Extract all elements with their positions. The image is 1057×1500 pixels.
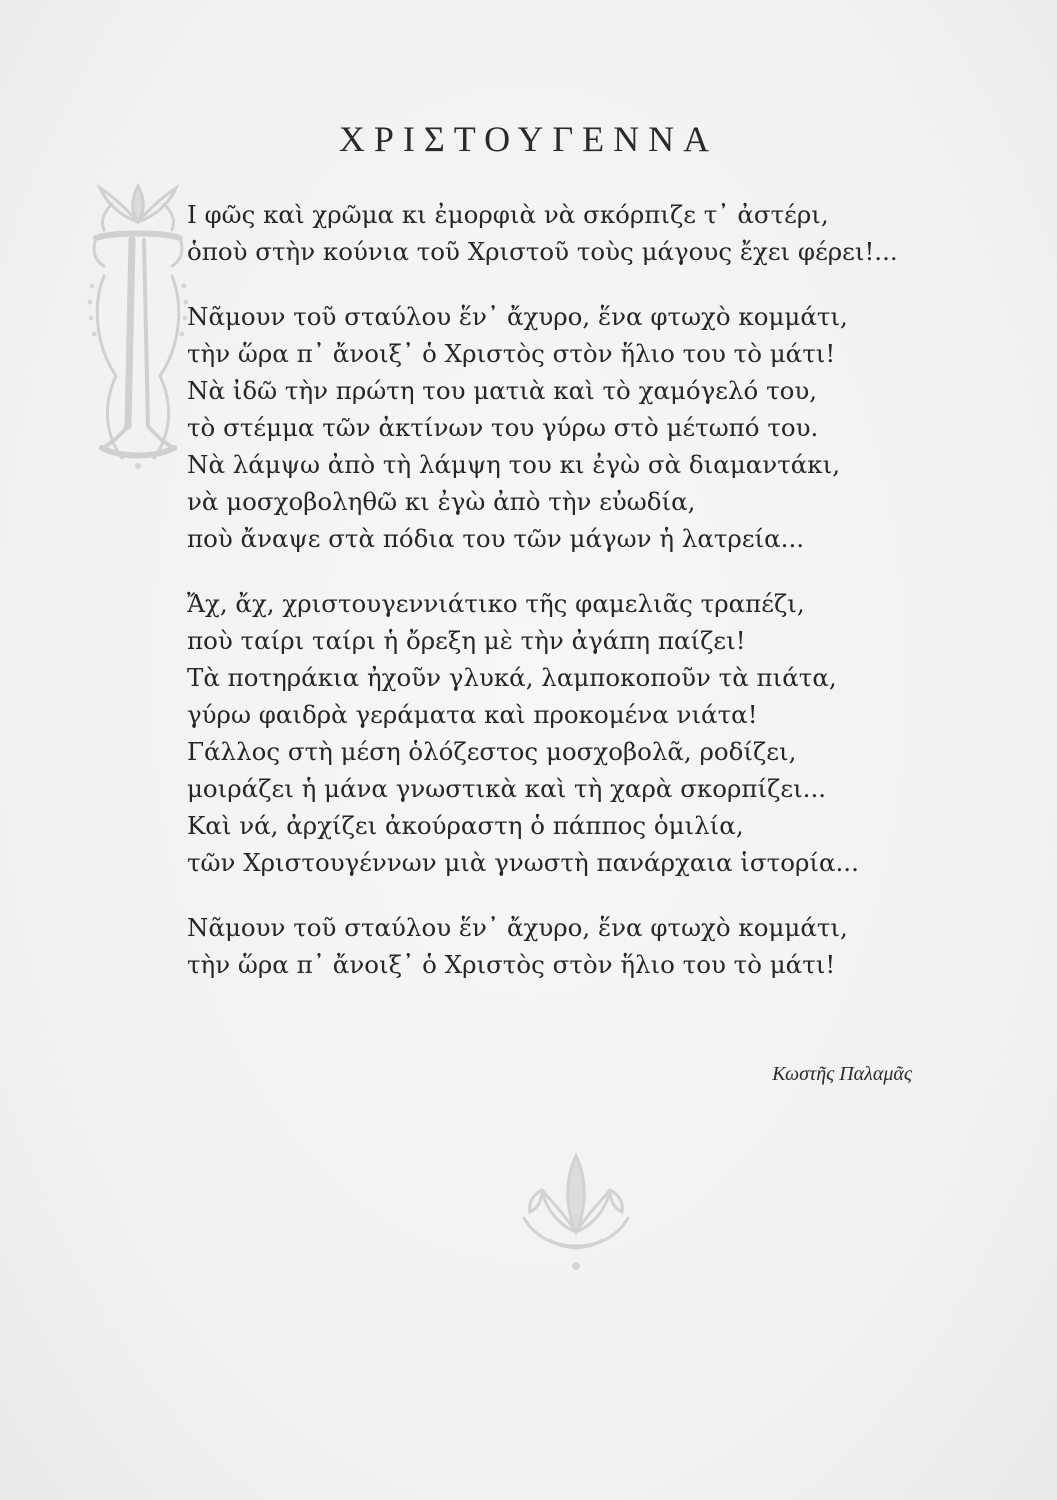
- poem-line: ὁποὺ στὴν κούνια τοῦ Χριστοῦ τοὺς μάγους ἔχει φέρει!...: [187, 237, 898, 266]
- poem-line: μοιράζει ἡ μάνα γνωστικὰ καὶ τὴ χαρὰ σκορπίζει...: [187, 774, 827, 803]
- poem-line: ποὺ ἄναψε στὰ πόδια του τῶν μάγων ἡ λατρεία...: [187, 524, 805, 553]
- poem-line: Νὰ ἰδῶ τὴν πρώτη του ματιὰ καὶ τὸ χαμόγελό του,: [187, 376, 818, 405]
- poem-line: τῶν Χριστουγέννων μιὰ γνωστὴ πανάρχαια ἱστορία...: [187, 848, 859, 877]
- poem-line: Καὶ νά, ἀρχίζει ἀκούραστη ὁ πάππος ὁμιλία,: [187, 811, 744, 840]
- author-signature: Κωστῆς Παλαμᾶς: [772, 1063, 912, 1085]
- poem-line: τὸ στέμμα τῶν ἀκτίνων του γύρω στὸ μέτωπό του.: [187, 413, 819, 442]
- poem-line: Τὰ ποτηράκια ἠχοῦν γλυκά, λαμποκοποῦν τὰ πιάτα,: [187, 663, 837, 692]
- poem-line: νὰ μοσχοβοληθῶ κι ἐγὼ ἀπὸ τὴν εὐωδία,: [187, 487, 696, 516]
- poem-line: τὴν ὥρα π᾽ ἄνοιξ᾽ ὁ Χριστὸς στὸν ἥλιο του τὸ μάτι!: [187, 950, 836, 979]
- poem-line: Γάλλος στὴ μέση ὁλόζεστος μοσχοβολᾶ, ροδίζει,: [187, 737, 797, 766]
- poem-line: γύρω φαιδρὰ γεράματα καὶ προκομένα νιάτα!: [187, 700, 758, 729]
- poem-line: Νᾶμουν τοῦ σταύλου ἕν᾽ ἄχυρο, ἕνα φτωχὸ κομμάτι,: [187, 302, 848, 331]
- stanza-3: [187, 585, 1007, 881]
- poem-body: [187, 196, 1007, 983]
- poem-line: Νᾶμουν τοῦ σταύλου ἕν᾽ ἄχυρο, ἕνα φτωχὸ κομμάτι,: [187, 913, 848, 942]
- poem-line: Νὰ λάμψω ἀπὸ τὴ λάμψη του κι ἐγὼ σὰ διαμαντάκι,: [187, 450, 840, 479]
- poem-title: ΧΡΙΣΤΟΥΓΕΝΝΑ: [338, 119, 719, 159]
- poem-line: Ι φῶς καὶ χρῶμα κι ἐμορφιὰ νὰ σκόρπιζε τ᾽ ἀστέρι,: [187, 200, 829, 229]
- poem-line: ποὺ ταίρι ταίρι ἡ ὄρεξη μὲ τὴν ἀγάπη παίζει!: [187, 626, 746, 655]
- decorative-initial-ornament: [82, 176, 194, 476]
- stanza-4: [187, 909, 1007, 983]
- stanza-2: [187, 298, 1007, 557]
- poem-line: Ἄχ, ἄχ, χριστουγεννιάτικο τῆς φαμελιᾶς τραπέζι,: [187, 589, 805, 618]
- stanza-1: [187, 196, 1007, 270]
- poem-line: τὴν ὥρα π᾽ ἄνοιξ᾽ ὁ Χριστὸς στὸν ἥλιο του τὸ μάτι!: [187, 339, 836, 368]
- floral-ornament-icon: [520, 1148, 632, 1278]
